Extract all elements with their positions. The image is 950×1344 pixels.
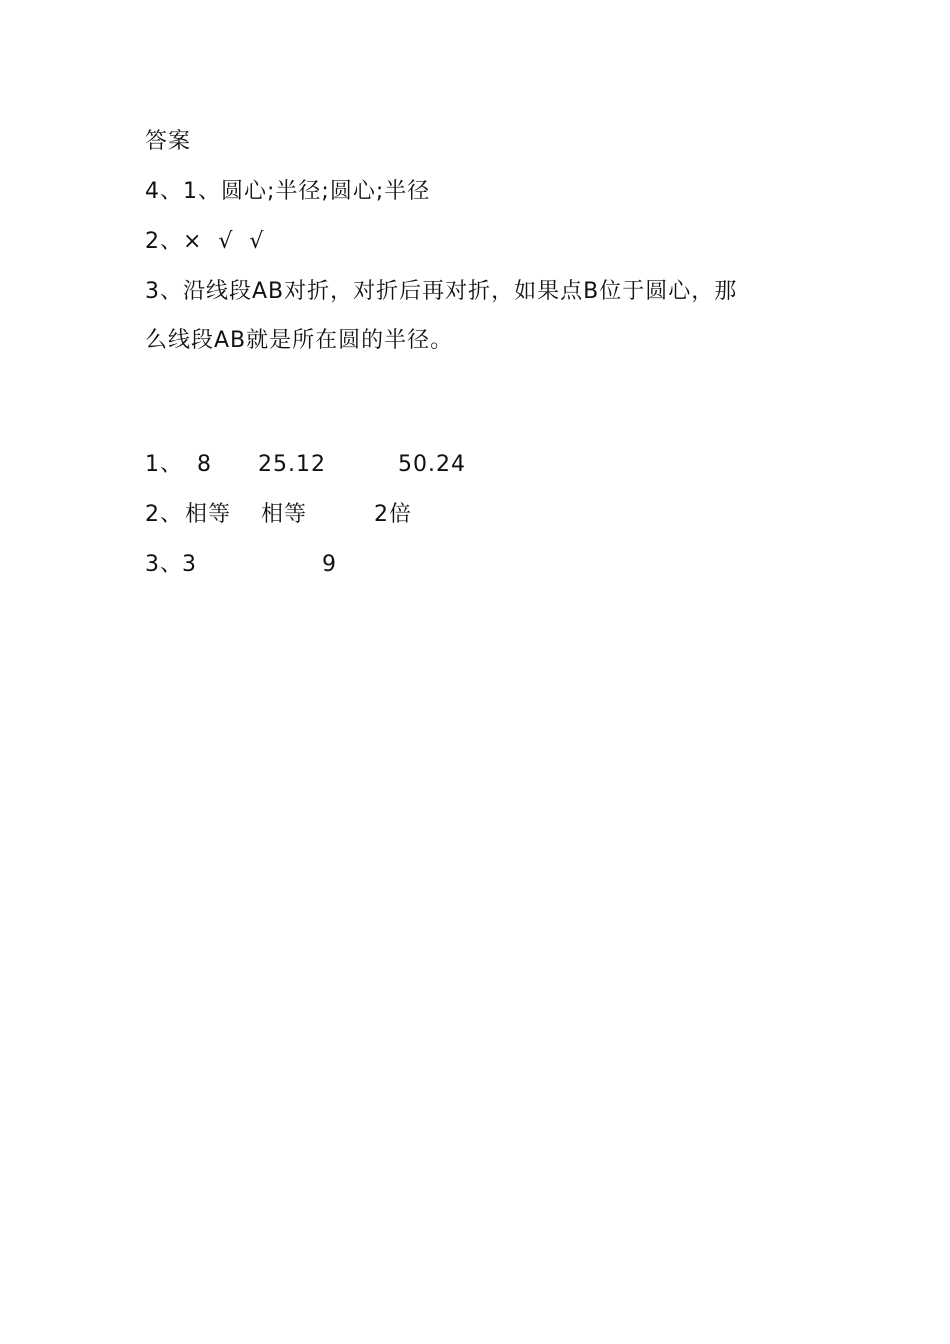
row-3-value-1: 3 — [182, 552, 197, 577]
answer-line-4-1: 4、1、圆心;半径;圆心;半径 — [145, 179, 431, 204]
row-2-value-3: 2倍 — [374, 502, 412, 527]
row-1-label: 1、 — [145, 452, 183, 477]
row-2-label: 2、 — [145, 502, 183, 527]
answer-line-2: 2、× √ √ — [145, 229, 265, 254]
row-2-value-1: 相等 — [185, 502, 232, 527]
row-1-value-2: 25.12 — [258, 452, 326, 477]
answer-heading: 答案 — [145, 129, 192, 154]
row-1-value-1: 8 — [197, 452, 212, 477]
row-1-value-3: 50.24 — [398, 452, 466, 477]
answer-line-3-part2: 么线段AB就是所在圆的半径。 — [145, 328, 454, 353]
answer-row-3 — [145, 550, 337, 700]
answer-line-3-part1: 3、沿线段AB对折，对折后再对折，如果点B位于圆心，那 — [145, 279, 738, 304]
row-2-value-2: 相等 — [261, 502, 308, 527]
row-3-value-2: 9 — [322, 552, 337, 577]
row-3-label: 3、 — [145, 552, 183, 577]
